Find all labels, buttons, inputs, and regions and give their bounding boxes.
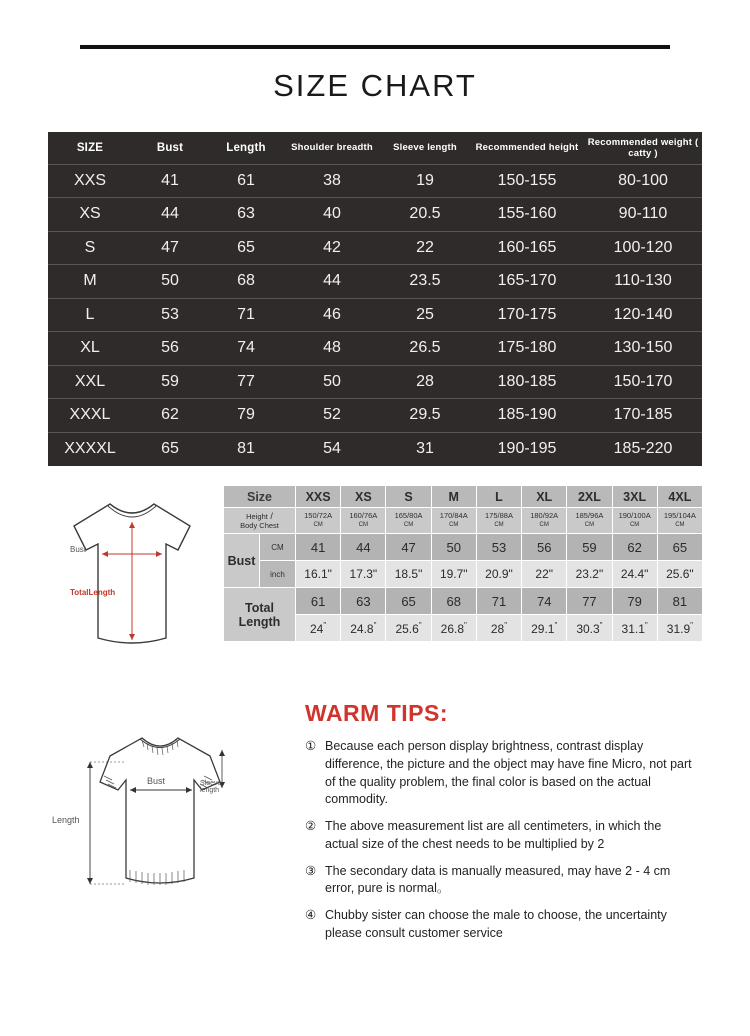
grey-bust-inch-row [224,561,703,588]
grey-length-cm: 81 [657,588,702,615]
grey-bust-unit-cm: CM [260,534,296,561]
cell-height: 190-195 [497,440,557,457]
grey-bust-inch: 16.1" [296,561,341,588]
grey-size-xl: XL [522,486,567,508]
grey-height-chest-row [224,508,703,534]
grey-height-chest-cell: 170/84A CM [431,508,476,534]
grey-size-xxs: XXS [296,486,341,508]
cell-shoulder: 46 [284,298,380,332]
grey-height-body-chest-label: Height / Body Chest [224,508,296,534]
cell-height: 165-170 [470,265,584,299]
tshirt-measurement-illustration-front [52,488,212,668]
grey-length-cm: 71 [476,588,521,615]
grey-height-chest-cell: 195/104A CM [657,508,702,534]
grey-bust-inch: 25.6" [657,561,702,588]
grey-length-inch-row [224,615,703,642]
cell-length: 77 [208,365,284,399]
cell-size: XS [48,198,132,232]
tip-item [305,907,695,943]
grey-height-chest-cell: 165/80A CM [386,508,431,534]
grey-size-l: L [476,486,521,508]
detailed-size-table-wrapper [223,485,703,642]
cell-bust: 59 [132,365,208,399]
cell-bust: 56 [132,332,208,366]
tip-text: Chubby sister can choose the male to choose, the uncertainty please consult customer service [325,908,667,940]
cell-weight: 120-140 [584,298,702,332]
grey-bust-inch: 19.7" [431,561,476,588]
table-row [48,265,702,299]
header-size: SIZE [48,132,132,164]
grey-bust-cm-row [224,534,703,561]
cell-sleeve: 25 [380,298,470,332]
tip-text: Because each person display brightness, contrast display difference, the picture and the object may have fine Micro, not part of the quality problem, the final color is based on the actual commodity. [325,739,692,807]
grey-size-3xl: 3XL [612,486,657,508]
cell-bust: 44 [132,198,208,232]
cell-weight: 170-185 [584,399,702,433]
grey-bust-inch: 22" [522,561,567,588]
cell-shoulder: 40 [284,198,380,232]
cell-height: 155-160 [470,198,584,232]
illustration-length-label: Length [52,815,80,825]
tip-number: ① [305,739,317,753]
grey-height-chest-cell: 180/92A CM [522,508,567,534]
cell-sleeve: 28 [380,365,470,399]
top-divider [80,45,670,49]
cell-weight: 100-120 [584,231,702,265]
grey-length-cm: 61 [296,588,341,615]
tshirt-measurement-illustration-detail [52,718,267,913]
table-header-row [48,132,702,164]
grey-header-row [224,486,703,508]
cell-weight: 150-170 [584,365,702,399]
tip-text: The secondary data is manually measured, may have 2 - 4 cm error, pure is normal。 [325,863,671,896]
cell-bust: 41 [132,164,208,198]
cell-sleeve: 20.5 [380,198,470,232]
grey-size-m: M [431,486,476,508]
grey-total-length-label: Total Length [224,588,296,642]
warm-tips-title: WARM TIPS: [305,700,448,726]
tip-text: The above measurement list are all centimeters, in which the actual size of the chest needs to be multiplied by 2 [325,819,662,851]
grey-length-cm: 74 [522,588,567,615]
cell-bust: 50 [132,265,208,299]
cell-shoulder: 54 [323,440,341,457]
tip-number: ④ [305,908,317,922]
tip-item [305,738,695,809]
cell-sleeve: 26.5 [380,332,470,366]
grey-size-2xl: 2XL [567,486,612,508]
grey-bust-cm: 44 [341,534,386,561]
grey-height-chest-cell: 185/96A CM [567,508,612,534]
cell-length: 81 [237,440,255,457]
grey-bust-cm: 59 [567,534,612,561]
cell-size: XXXXL [64,440,116,457]
header-sleeve-length: Sleeve length [380,132,470,164]
grey-length-cm: 68 [431,588,476,615]
cell-sleeve: 19 [380,164,470,198]
grey-length-inch: 31.1" [612,615,657,642]
grey-length-inch: 24.8" [341,615,386,642]
grey-length-inch: 29.1" [522,615,567,642]
cell-shoulder: 50 [284,365,380,399]
illustration-bust-label: Bust [147,776,166,786]
size-chart-table [48,132,702,466]
cell-size: XXXL [48,399,132,433]
table-row [48,298,702,332]
cell-shoulder: 42 [284,231,380,265]
table-row [48,365,702,399]
cell-size: M [48,265,132,299]
cell-height: 175-180 [470,332,584,366]
table-row [48,399,702,433]
grey-length-cm: 79 [612,588,657,615]
grey-bust-cm: 62 [612,534,657,561]
cell-size: S [48,231,132,265]
header-recommended-weight: Recommended weight ( catty ) [584,132,702,164]
cell-height: 160-165 [470,231,584,265]
table-row [48,432,702,466]
grey-height-chest-cell: 190/100A CM [612,508,657,534]
grey-bust-cm: 65 [657,534,702,561]
cell-sleeve: 29.5 [380,399,470,433]
header-recommended-height: Recommended height [470,132,584,164]
grey-size-label: Size [224,486,296,508]
cell-shoulder: 48 [284,332,380,366]
header-shoulder-breadth: Shoulder breadth [284,132,380,164]
warm-tips-list [305,738,695,952]
grey-length-inch: 30.3" [567,615,612,642]
grey-bust-cm: 47 [386,534,431,561]
tshirt-outline-icon [52,488,212,668]
tip-item [305,863,695,899]
cell-height: 180-185 [470,365,584,399]
detailed-size-table [223,485,703,642]
page-title: SIZE CHART [273,68,477,103]
grey-bust-inch: 18.5" [386,561,431,588]
cell-bust: 47 [132,231,208,265]
cell-size: XL [48,332,132,366]
cell-length: 68 [208,265,284,299]
cell-shoulder: 38 [284,164,380,198]
grey-bust-unit-inch: inch [260,561,296,588]
grey-bust-inch: 17.3" [341,561,386,588]
cell-weight: 110-130 [584,265,702,299]
grey-height-chest-cell: 175/88A CM [476,508,521,534]
cell-size: XXS [48,164,132,198]
grey-length-inch: 28" [476,615,521,642]
cell-length: 61 [208,164,284,198]
cell-size: XXL [48,365,132,399]
cell-sleeve: 23.5 [380,265,470,299]
header-length: Length [208,132,284,164]
cell-height: 150-155 [470,164,584,198]
cell-length: 74 [208,332,284,366]
illustration-sleeve-length-label: Sleeve length [200,780,222,794]
tip-number: ③ [305,863,317,878]
cell-length: 65 [208,231,284,265]
grey-height-chest-cell: 160/76A CM [341,508,386,534]
cell-bust: 62 [132,399,208,433]
cell-bust: 65 [161,440,179,457]
grey-length-cm: 65 [386,588,431,615]
cell-shoulder: 52 [284,399,380,433]
grey-bust-cm: 56 [522,534,567,561]
height-label: Height [246,511,268,521]
cell-sleeve: 31 [416,440,434,457]
cell-weight: 80-100 [584,164,702,198]
grey-bust-label: Bust [224,534,260,588]
cell-shoulder: 44 [284,265,380,299]
illustration-bust-label: Bust [70,545,87,554]
grey-length-cm: 63 [341,588,386,615]
cell-length: 63 [208,198,284,232]
grey-height-chest-cell: 150/72A CM [296,508,341,534]
grey-bust-inch: 20.9" [476,561,521,588]
table-row [48,231,702,265]
grey-length-inch: 31.9" [657,615,702,642]
grey-size-s: S [386,486,431,508]
grey-bust-cm: 41 [296,534,341,561]
table-row [48,164,702,198]
tip-item [305,818,695,854]
grey-bust-inch: 23.2" [567,561,612,588]
grey-length-inch: 26.8" [431,615,476,642]
grey-size-xs: XS [341,486,386,508]
cell-height: 170-175 [470,298,584,332]
table-row [48,198,702,232]
cell-sleeve: 22 [380,231,470,265]
grey-length-inch: 24" [296,615,341,642]
grey-bust-cm: 53 [476,534,521,561]
cell-height: 185-190 [470,399,584,433]
cell-weight: 90-110 [584,198,702,232]
grey-length-inch: 25.6" [386,615,431,642]
cell-bust: 53 [132,298,208,332]
cell-weight: 130-150 [584,332,702,366]
cell-length: 71 [208,298,284,332]
cell-length: 79 [208,399,284,433]
grey-size-4xl: 4XL [657,486,702,508]
grey-length-cm: 77 [567,588,612,615]
table-row [48,332,702,366]
body-chest-label: Body Chest [240,520,279,530]
tshirt-outline-detail-icon [52,718,267,913]
grey-bust-inch: 24.4" [612,561,657,588]
tip-number: ② [305,819,317,833]
cell-weight: 185-220 [613,440,673,457]
grey-length-cm-row [224,588,703,615]
illustration-total-length-label: TotalLength [70,588,116,597]
grey-bust-cm: 50 [431,534,476,561]
header-bust: Bust [132,132,208,164]
cell-size: L [48,298,132,332]
